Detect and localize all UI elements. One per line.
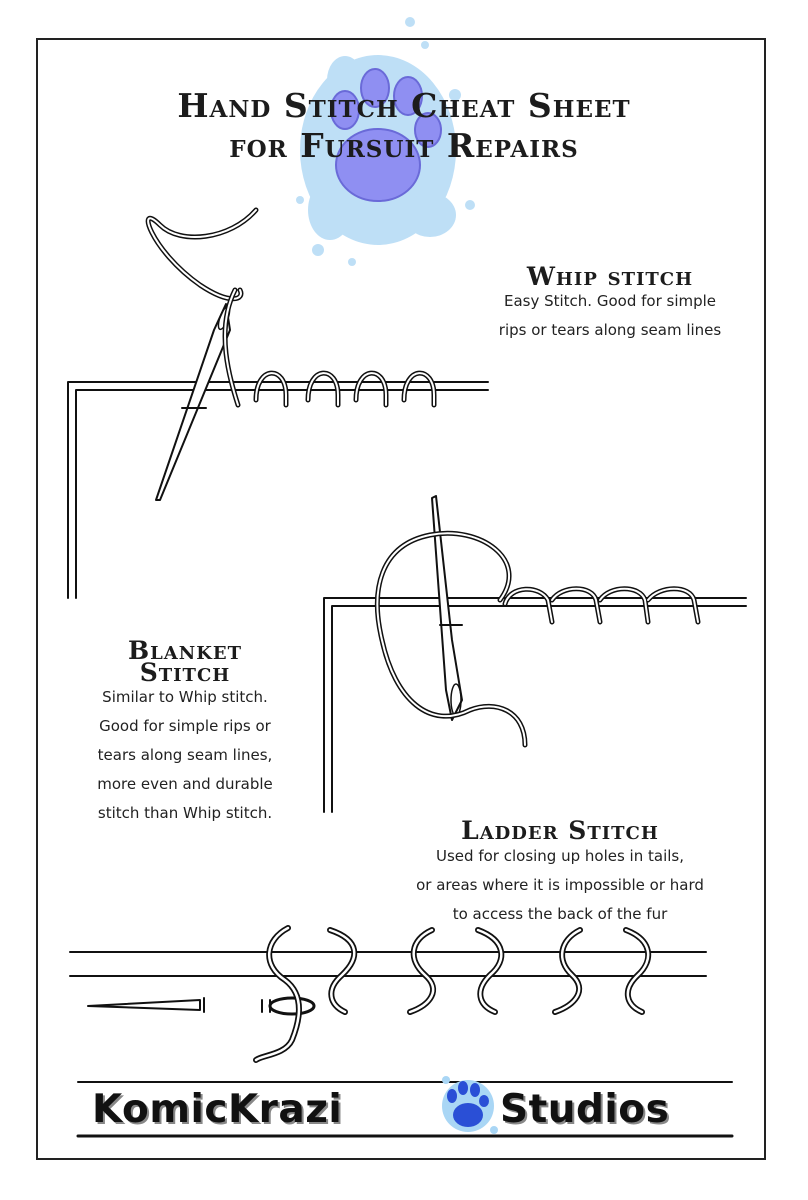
title-line-1: Hand Stitch Cheat Sheet xyxy=(177,86,631,125)
ladder-line-1: Used for closing up holes in tails, xyxy=(436,847,684,865)
blanket-stitch-diagram xyxy=(324,496,746,812)
whip-line-2: rips or tears along seam lines xyxy=(498,321,722,339)
whip-line-1: Easy Stitch. Good for simple xyxy=(503,292,717,310)
needle-icon xyxy=(432,496,462,720)
blanket-line-1: Similar to Whip stitch. xyxy=(102,688,268,706)
blanket-line-2: Good for simple rips or xyxy=(99,717,271,735)
whip-stitch-diagram xyxy=(68,210,488,598)
brand-right: Studios xyxy=(500,1087,670,1132)
blanket-heading-2: Stitch xyxy=(139,658,231,687)
ladder-line-2: or areas where it is impossible or hard xyxy=(416,876,704,894)
blanket-heading-1: Blanket xyxy=(128,636,242,665)
blanket-line-3: tears along seam lines, xyxy=(97,746,273,764)
needle-icon xyxy=(156,304,232,500)
brand-left: KomicKrazi xyxy=(92,1087,343,1132)
logo-paw-icon xyxy=(442,1076,498,1134)
blanket-line-4: more even and durable xyxy=(97,775,273,793)
title-line-2: for Fursuit Repairs xyxy=(229,126,579,165)
ladder-heading: Ladder Stitch xyxy=(461,816,659,845)
blanket-line-5: stitch than Whip stitch. xyxy=(97,804,273,822)
whip-heading: Whip stitch xyxy=(526,262,694,291)
ladder-line-3: to access the back of the fur xyxy=(452,905,668,923)
ladder-stitch-diagram xyxy=(70,928,706,1060)
needle-icon xyxy=(88,998,204,1012)
